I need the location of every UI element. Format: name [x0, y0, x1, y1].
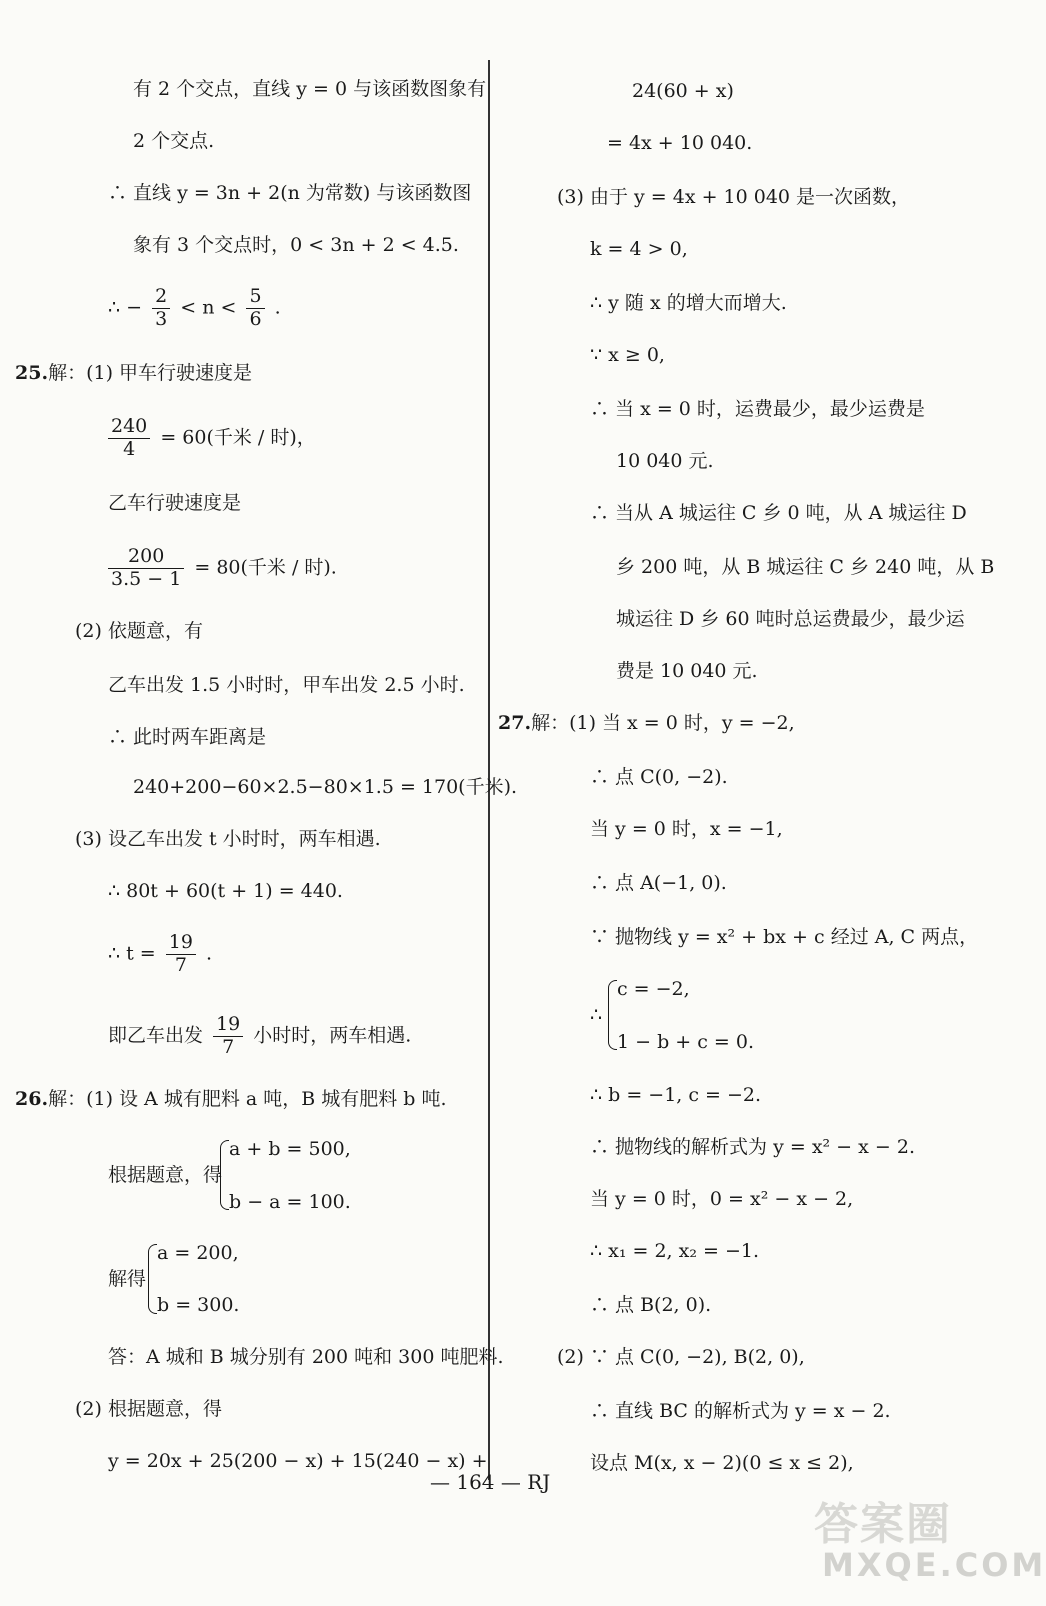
numerator: 200	[108, 546, 184, 569]
text-line: y = 20x + 25(200 − x) + 15(240 − x) +	[108, 1450, 488, 1472]
fraction	[213, 1014, 243, 1059]
text-line: (2) 依题意，有	[75, 620, 203, 642]
fraction	[166, 932, 196, 977]
numerator: 19	[213, 1014, 243, 1037]
denominator: 7	[174, 953, 187, 976]
text-line: 乙车出发 1.5 小时时，甲车出发 2.5 小时.	[108, 674, 465, 696]
text-line: ∴ 抛物线的解析式为 y = x² − x − 2.	[590, 1136, 915, 1158]
text-line: 费是 10 040 元.	[616, 660, 758, 682]
text-line: ∴ b = −1, c = −2.	[590, 1084, 762, 1106]
text-line: 240+200−60×2.5−80×1.5 = 170(千米).	[133, 776, 518, 798]
question-26-heading	[15, 1090, 447, 1109]
watermark-text: 答案圈	[814, 1499, 952, 1550]
text: = 80(千米 / 时).	[194, 556, 337, 579]
fraction	[152, 286, 170, 331]
text: < n <	[180, 296, 237, 319]
text-line: 答：A 城和 B 城分别有 200 吨和 300 吨肥料.	[108, 1346, 504, 1368]
denominator: 3	[155, 307, 168, 330]
page-number: — 164 — RJ	[430, 1470, 551, 1494]
equation: b = 300.	[157, 1294, 240, 1316]
text-line: ∴ 此时两车距离是	[108, 726, 267, 748]
text: ∴ t =	[108, 942, 156, 965]
equation: a = 200,	[157, 1242, 239, 1264]
left-brace	[148, 1244, 157, 1314]
text: 解：(1) 设 A 城有肥料 a 吨，B 城有肥料 b 吨.	[48, 1088, 447, 1110]
text-line: ∴ y 随 x 的增大而增大.	[590, 292, 787, 314]
text-line: ∴ 80t + 60(t + 1) = 440.	[108, 880, 343, 902]
denominator: 4	[123, 437, 136, 460]
text-line: ∵ x ≥ 0,	[590, 344, 665, 366]
text-line: ∴ 点 C(0, −2).	[590, 766, 728, 788]
system-label: 解得	[108, 1268, 147, 1290]
text-line: (2) 根据题意，得	[75, 1398, 222, 1420]
text-line	[108, 1014, 411, 1059]
equation: a + b = 500,	[229, 1138, 351, 1160]
question-number: 25.	[15, 362, 49, 384]
text-line: ∵ 抛物线 y = x² + bx + c 经过 A, C 两点，	[590, 926, 979, 948]
fraction	[246, 286, 264, 331]
question-number: 27.	[498, 712, 532, 734]
question-27-heading	[498, 714, 795, 733]
text-line: (3) 设乙车出发 t 小时时，两车相遇.	[75, 828, 381, 850]
equation-line	[104, 416, 316, 461]
text-line: 当 y = 0 时，x = −1,	[590, 818, 783, 840]
denominator: 7	[222, 1035, 235, 1058]
text-line: 24(60 + x)	[632, 80, 734, 102]
text: .	[274, 296, 281, 319]
text-line: 乙车行驶速度是	[108, 492, 242, 514]
system-label: ∴	[590, 1004, 603, 1026]
equation: b − a = 100.	[229, 1191, 351, 1213]
text-line: ∴ 直线 y = 3n + 2(n 为常数) 与该函数图	[108, 182, 472, 204]
text-line: 当 y = 0 时，0 = x² − x − 2,	[590, 1188, 854, 1210]
text-line: 象有 3 个交点时，0 < 3n + 2 < 4.5.	[133, 234, 459, 256]
text-line: ∴ 当从 A 城运往 C 乡 0 吨，从 A 城运往 D	[590, 502, 967, 524]
left-brace	[608, 980, 617, 1050]
fraction	[108, 546, 184, 591]
text: ∴ −	[108, 296, 143, 319]
denominator: 6	[249, 307, 262, 330]
text-line: ∴ 点 A(−1, 0).	[590, 872, 727, 894]
equation-line	[108, 932, 212, 977]
question-25-heading	[15, 364, 252, 383]
text-line: ∴ 当 x = 0 时，运费最少，最少运费是	[590, 398, 925, 420]
numerator: 19	[166, 932, 196, 955]
left-brace	[220, 1140, 229, 1210]
inequality-line	[108, 286, 281, 331]
text-line: 2 个交点.	[133, 130, 215, 152]
text-line: ∴ 直线 BC 的解析式为 y = x − 2.	[590, 1400, 891, 1422]
text: = 60(千米 / 时)，	[160, 426, 316, 449]
text-line: 城运往 D 乡 60 吨时总运费最少，最少运	[616, 608, 965, 630]
watermark-logo	[808, 1484, 1046, 1594]
denominator: 3.5 − 1	[111, 567, 182, 590]
system-label: 根据题意，得	[108, 1164, 223, 1186]
text-line: (3) 由于 y = 4x + 10 040 是一次函数，	[557, 186, 911, 208]
numerator: 5	[246, 286, 264, 309]
text-line: 有 2 个交点，直线 y = 0 与该函数图象有	[133, 78, 487, 100]
numerator: 2	[152, 286, 170, 309]
watermark-url: MXQE.COM	[822, 1546, 1046, 1584]
text-line: ∴ 点 B(2, 0).	[590, 1294, 712, 1316]
text: 解：(1) 甲车行驶速度是	[48, 362, 253, 384]
question-number: 26.	[15, 1088, 49, 1110]
equation: c = −2,	[617, 978, 690, 1000]
text-line: 设点 M(x, x − 2)(0 ≤ x ≤ 2),	[590, 1452, 854, 1474]
text-line: (2) ∵ 点 C(0, −2), B(2, 0),	[557, 1346, 805, 1368]
equation: 1 − b + c = 0.	[617, 1031, 755, 1053]
text: 小时时，两车相遇.	[253, 1024, 412, 1047]
text-line: = 4x + 10 040.	[607, 132, 753, 154]
text-line: k = 4 > 0,	[590, 238, 688, 260]
fraction	[108, 416, 150, 461]
text-line: 乡 200 吨，从 B 城运往 C 乡 240 吨，从 B	[616, 556, 995, 578]
equation-line	[104, 546, 337, 591]
column-divider	[488, 60, 490, 1480]
text: 即乙车出发	[108, 1024, 204, 1047]
text: 解：(1) 当 x = 0 时，y = −2,	[531, 712, 795, 734]
text: .	[206, 942, 213, 965]
numerator: 240	[108, 416, 150, 439]
text-line: 10 040 元.	[616, 450, 714, 472]
text-line: ∴ x₁ = 2, x₂ = −1.	[590, 1240, 760, 1262]
